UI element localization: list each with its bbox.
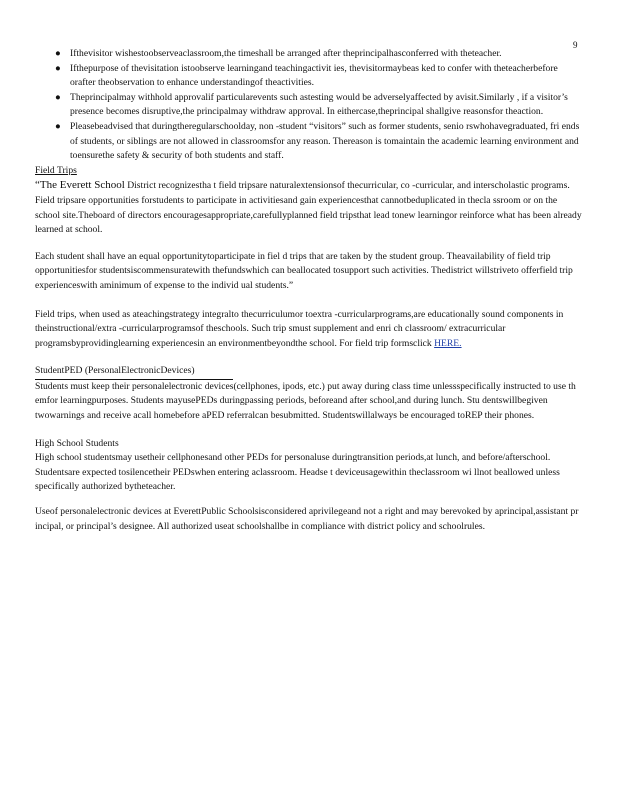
field-trips-heading: Field Trips bbox=[35, 164, 77, 176]
high-school-heading: High School Students bbox=[35, 437, 119, 449]
field-trips-quote-paragraph-2: Each student shall have an equal opportunitytoparticipate in fiel d trips that are taken by the student group. Theavailability of field trip opportunitiesfor studentsiscommensuratewith thefundswhich can beallocated tosupport such activities. Thedistrict willstriveto offerfield trip experienceswith aminimum of expense to the individ ual students.” bbox=[35, 250, 573, 291]
page-content bbox=[35, 47, 583, 534]
student-ped-paragraph: Students must keep their personalelectronic devices(cellphones, ipods, etc.) put away during class time unlessspecifically instructed to use th emfor learningpurposes. Students mayusePEDs duringpassing periods, beforeand after school,and during lunch. Stu dentswillbegiven twowarnings and receive acall homebefore aPED referralcan besubmitted. Studentswillalways be encouraged toREP their phones. bbox=[35, 380, 576, 422]
list-item: ● Theprincipalmay withhold approvalif particularevents such astesting would be adverselyaffected by avisit.Similarly , if a visitor’s presence becomes disruptive,the principalmay withdraw approval. In eithercase,theprincipal shallgive reasonsfor theaction. bbox=[55, 91, 568, 118]
bullet-icon: ● bbox=[55, 120, 61, 132]
list-item: ● Ifthevisitor wishestoobserveaclassroom,the timeshall be arranged after theprincipalhasconferred with theteacher. bbox=[35, 47, 583, 62]
field-trips-paragraph-3: Field trips, when used as ateachingstrategy integralto thecurriculumor toextra -curricularprograms,are educationally sound components in theinstructional/extra -curricularprogramsof theschools. Such trip smust supplement and enri ch classroom/ extracurricular programsbyprovidinglearning experiencesin an environmentbeyondthe school. For field trip formsclick HERE. bbox=[35, 308, 564, 349]
list-item: ● Pleasebeadvised that duringtheregularschoolday, non -student “visitors” such as former students, senio rswhohavegraduated, fri ends of students, or siblings are not allowed in classroomsfor any reason. Thereason is tomaintain the academic learning environment and toensurethe safety & security of both students and staff. bbox=[55, 120, 580, 162]
visitor-rules-list bbox=[35, 47, 583, 164]
bullet-icon: ● bbox=[55, 48, 61, 59]
list-item: ● Ifthepurpose of thevisitation istoobserve learningand teachingactivit ies, thevisitormaybeas ked to confer with theteacherbefore orafter theobservation to enhance understandingof theactivities. bbox=[55, 62, 558, 89]
student-ped-heading: StudentPED (PersonalElectronicDevices) bbox=[35, 364, 583, 380]
bullet-icon: ● bbox=[55, 91, 61, 103]
high-school-paragraph-2: Useof personalelectronic devices at EverettPublic Schoolsisconsidered aprivilegeand not a right and may berevoked by aprincipal,assistant pr incipal, or principal’s designee. All authorized useat schoolshallbe in compliance with district policy and schoolrules. bbox=[35, 506, 579, 532]
page-number: 9 bbox=[573, 40, 578, 50]
field-trip-forms-link[interactable]: HERE. bbox=[434, 337, 462, 349]
high-school-paragraph-1: High school studentsmay usetheir cellphonesand other PEDs for personaluse duringtransition periods,at lunch, and before/afterschool. Studentsare expected tosilencetheir PEDswhen entering aclassroom. Headse t deviceusagewithin theclassroom wi llnot beallowed unless specifically authorized bytheteacher. bbox=[35, 452, 560, 493]
bullet-icon: ● bbox=[55, 62, 61, 74]
quote-lead: “The Everett School bbox=[35, 179, 125, 192]
field-trips-quote-paragraph-1: “The Everett School District recognizestha t field tripsare naturalextensionsof thecurricular, co -curricular, and interscholastic programs. Field tripsare opportunities forstudents to participate in activitiesand gain experiencesthat cannotbeduplicated in thecla ssroom or on the school site.Theboard of directors encouragesappropriate,carefullyplanned field tripsthat lead tonew learningor reinforce what has been already learned at school. bbox=[35, 179, 582, 236]
